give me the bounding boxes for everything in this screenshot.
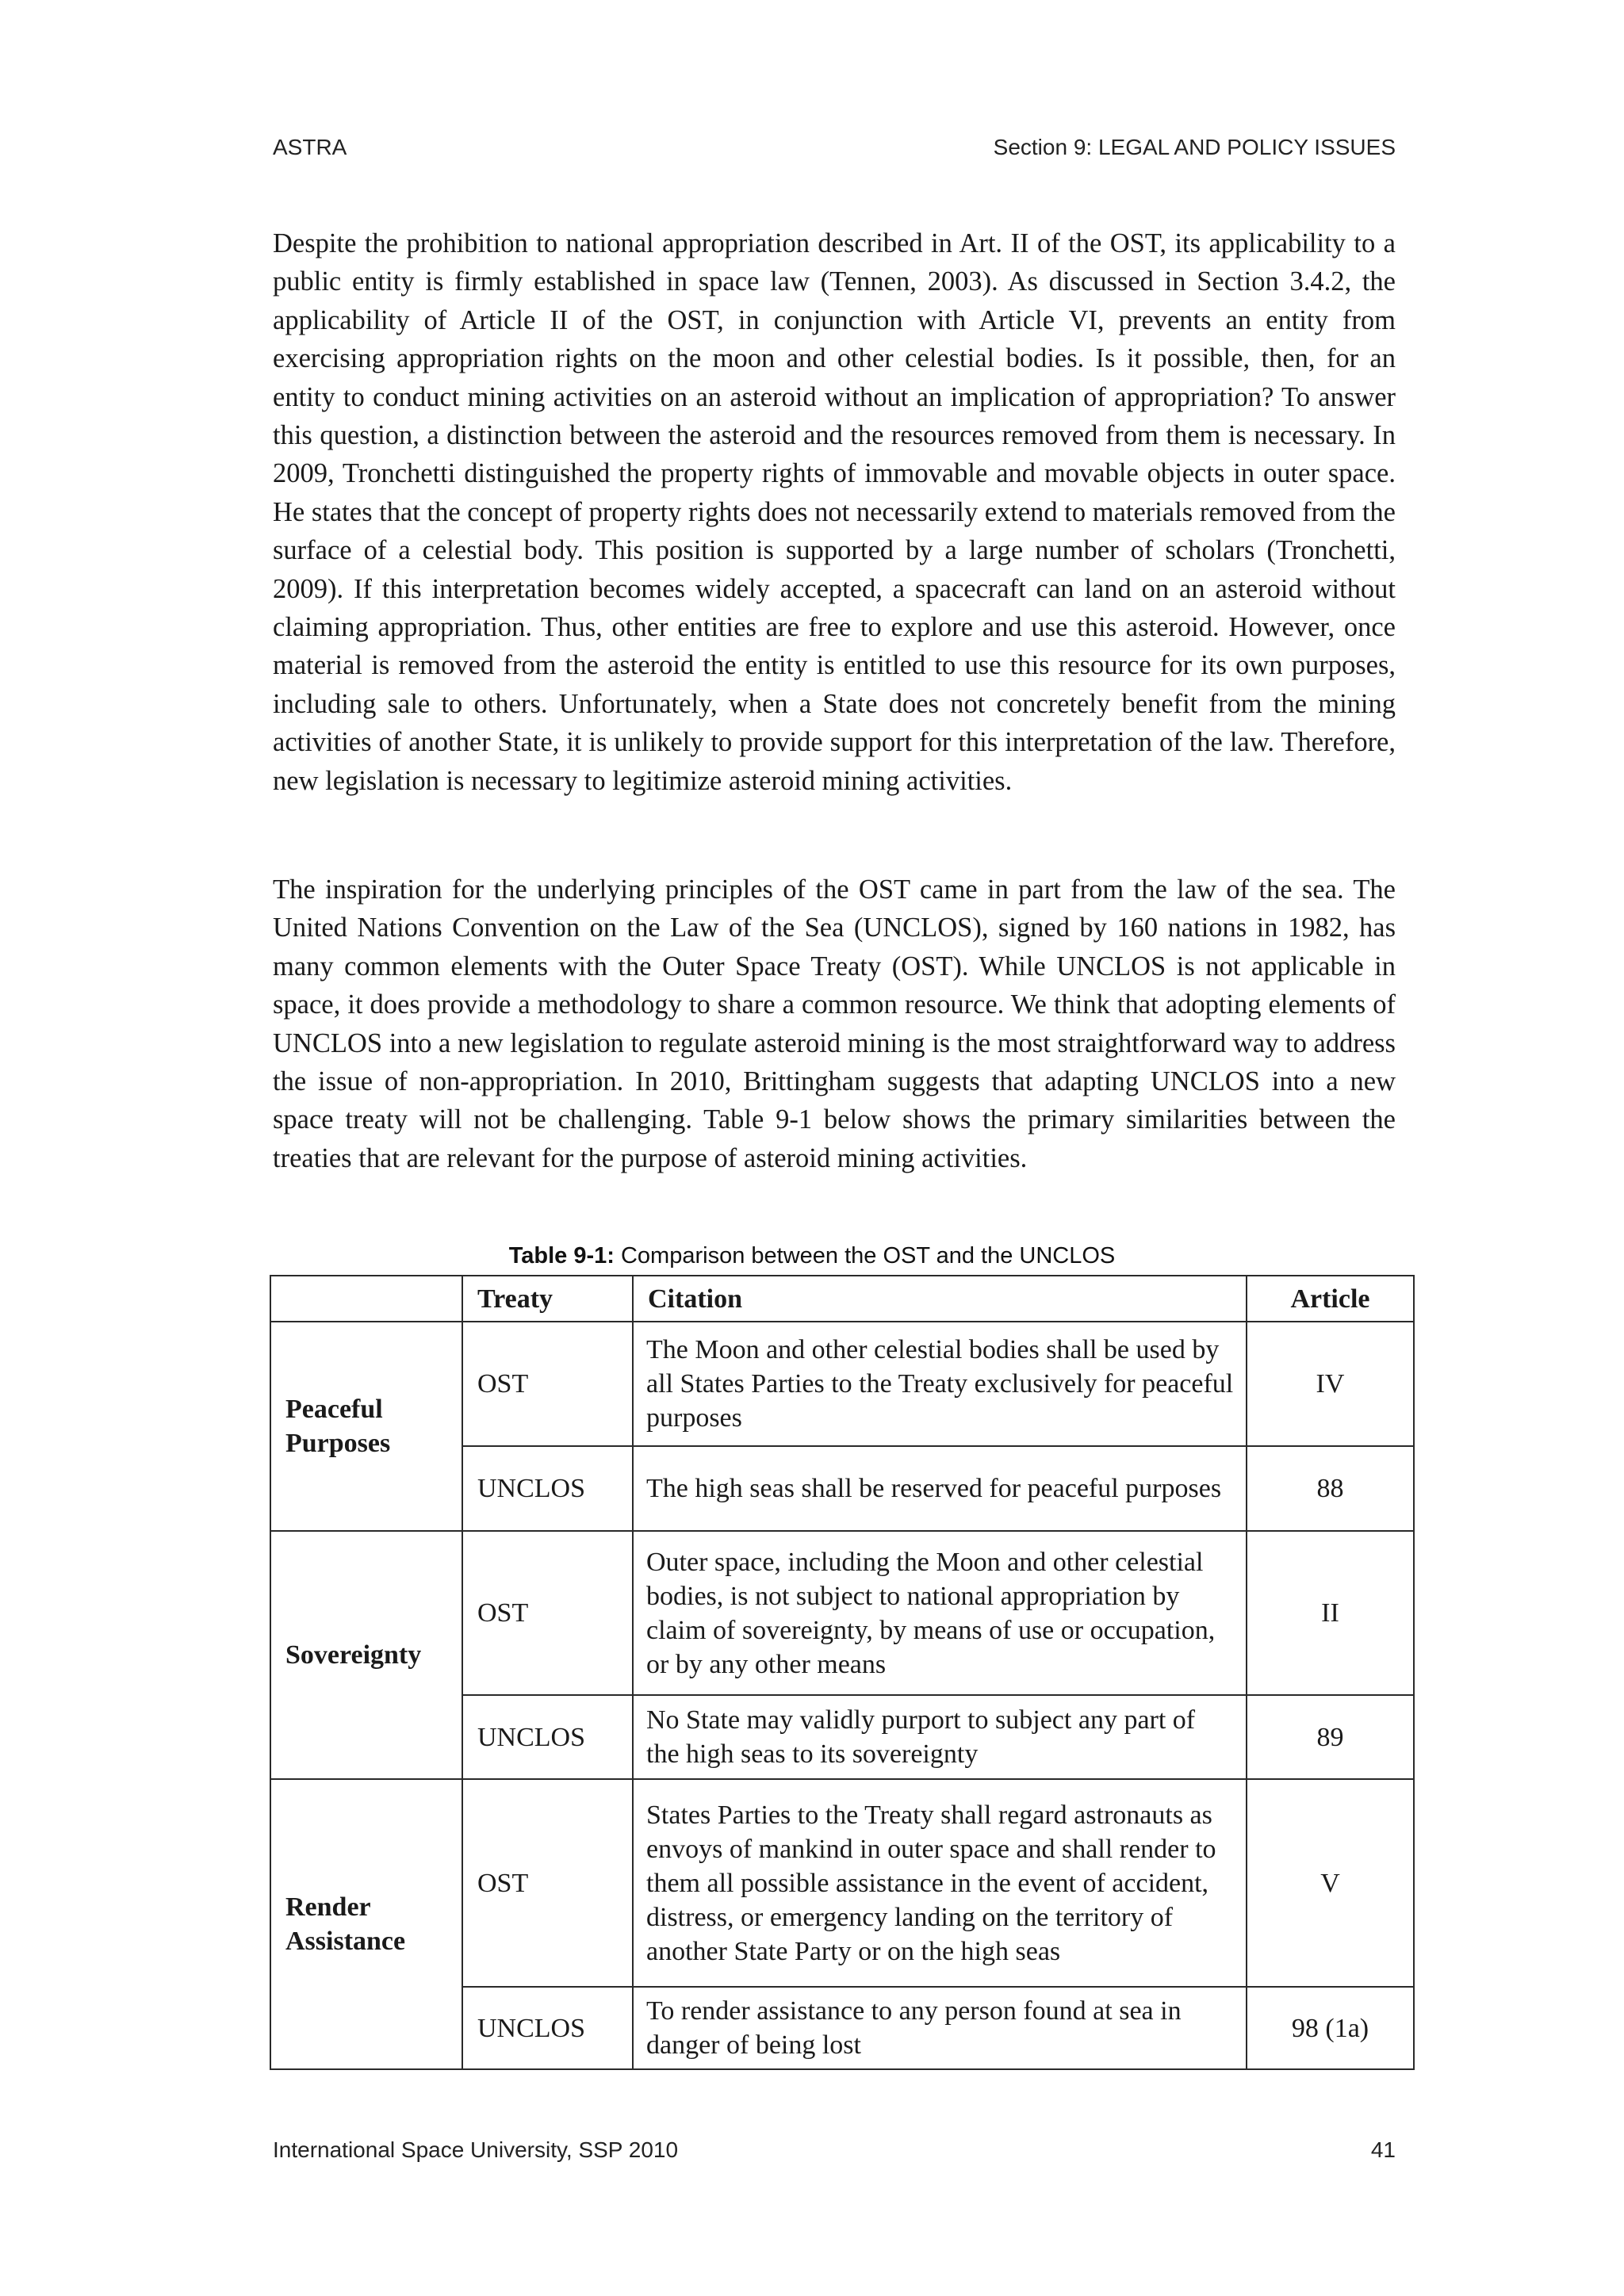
header-treaty: Treaty — [462, 1276, 633, 1322]
header-citation: Citation — [633, 1276, 1247, 1322]
treaty-cell: UNCLOS — [462, 1987, 633, 2069]
citation-cell: No State may validly purport to subject any part of the high seas to its sovereignty — [633, 1695, 1247, 1779]
body-paragraph-1: Despite the prohibition to national appropriation described in Art. II of the OST, its applicability to a public entity is firmly established in space law (Tennen, 2003). As discussed in Section 3.4.2, the applicability of Article II of the OST, in conjunction with Article VI, prevents an entity from exercising appropriation rights on the moon and other celestial bodies. Is it possible, then, for an entity to conduct mining activities on an asteroid without an implication of appropriation? To answer this question, a distinction between the asteroid and the resources removed from them is necessary. In 2009, Tronchetti distinguished the property rights of immovable and movable objects in outer space. He states that the concept of property rights does not necessarily extend to materials removed from the surface of a celestial body. This position is supported by a large number of scholars (Tronchetti, 2009). If this interpretation becomes widely accepted, a spacecraft can land on an asteroid without claiming appropriation. Thus, other entities are free to explore and use this asteroid. However, once material is removed from the asteroid the entity is entitled to use this resource for its own purposes, including sale to others. Unfortunately, when a State does not concretely benefit from the mining activities of another State, it is unlikely to provide support for this interpretation of the law. Therefore, new legislation is necessary to legitimize asteroid mining activities. — [273, 228, 1396, 796]
category-cell: Sovereignty — [270, 1531, 462, 1779]
table-row — [270, 1531, 1414, 1695]
treaty-cell: UNCLOS — [462, 1446, 633, 1531]
page-footer — [273, 2137, 1396, 2169]
treaty-cell: UNCLOS — [462, 1695, 633, 1779]
header-section-title: Section 9: LEGAL AND POLICY ISSUES — [993, 135, 1396, 159]
citation-cell: The Moon and other celestial bodies shall be used by all States Parties to the Treaty exclusively for peaceful purposes — [633, 1322, 1247, 1446]
citation-cell: The high seas shall be reserved for peaceful purposes — [633, 1446, 1247, 1531]
citation-cell: States Parties to the Treaty shall regard astronauts as envoys of mankind in outer space and shall render to them all possible assistance in the event of accident, distress, or emergency landing on the territory of another State Party or on the high seas — [633, 1779, 1247, 1987]
table-caption-label: Table 9-1: — [508, 1243, 615, 1269]
footer-institution: International Space University, SSP 2010 — [273, 2137, 679, 2162]
article-cell: V — [1247, 1779, 1414, 1987]
category-cell: Render Assistance — [270, 1779, 462, 2069]
treaty-cell: OST — [462, 1322, 633, 1446]
table-caption — [0, 1243, 1624, 1269]
table-header-row — [270, 1276, 1414, 1322]
comparison-table — [270, 1275, 1415, 2070]
header-article: Article — [1247, 1276, 1414, 1322]
category-cell: Peaceful Purposes — [270, 1322, 462, 1531]
article-cell: 98 (1a) — [1247, 1987, 1414, 2069]
citation-cell: To render assistance to any person found at sea in danger of being lost — [633, 1987, 1247, 2069]
table-row — [270, 1322, 1414, 1446]
header-left-title: ASTRA — [273, 135, 347, 159]
page-header — [273, 135, 1396, 166]
page-number: 41 — [1370, 2137, 1396, 2162]
article-cell: 88 — [1247, 1446, 1414, 1531]
treaty-cell: OST — [462, 1531, 633, 1695]
citation-cell: Outer space, including the Moon and other celestial bodies, is not subject to national appropriation by claim of sovereignty, by means of use or occupation, or by any other means — [633, 1531, 1247, 1695]
article-cell: IV — [1247, 1322, 1414, 1446]
header-category — [270, 1276, 462, 1322]
table-caption-text: Comparison between the OST and the UNCLOS — [614, 1243, 1116, 1269]
article-cell: 89 — [1247, 1695, 1414, 1779]
body-paragraph-2: The inspiration for the underlying principles of the OST came in part from the law of the sea. The United Nations Convention on the Law of the Sea (UNCLOS), signed by 160 nations in 1982, has many common elements with the Outer Space Treaty (OST). While UNCLOS is not applicable in space, it does provide a methodology to share a common resource. We think that adopting elements of UNCLOS into a new legislation to regulate asteroid mining is the most straightforward way to address the issue of non-appropriation. In 2010, Brittingham suggests that adapting UNCLOS into a new space treaty will not be challenging. Table 9-1 below shows the primary similarities between the treaties that are relevant for the purpose of asteroid mining activities. — [273, 874, 1396, 1173]
treaty-cell: OST — [462, 1779, 633, 1987]
table-row — [270, 1779, 1414, 1987]
article-cell: II — [1247, 1531, 1414, 1695]
